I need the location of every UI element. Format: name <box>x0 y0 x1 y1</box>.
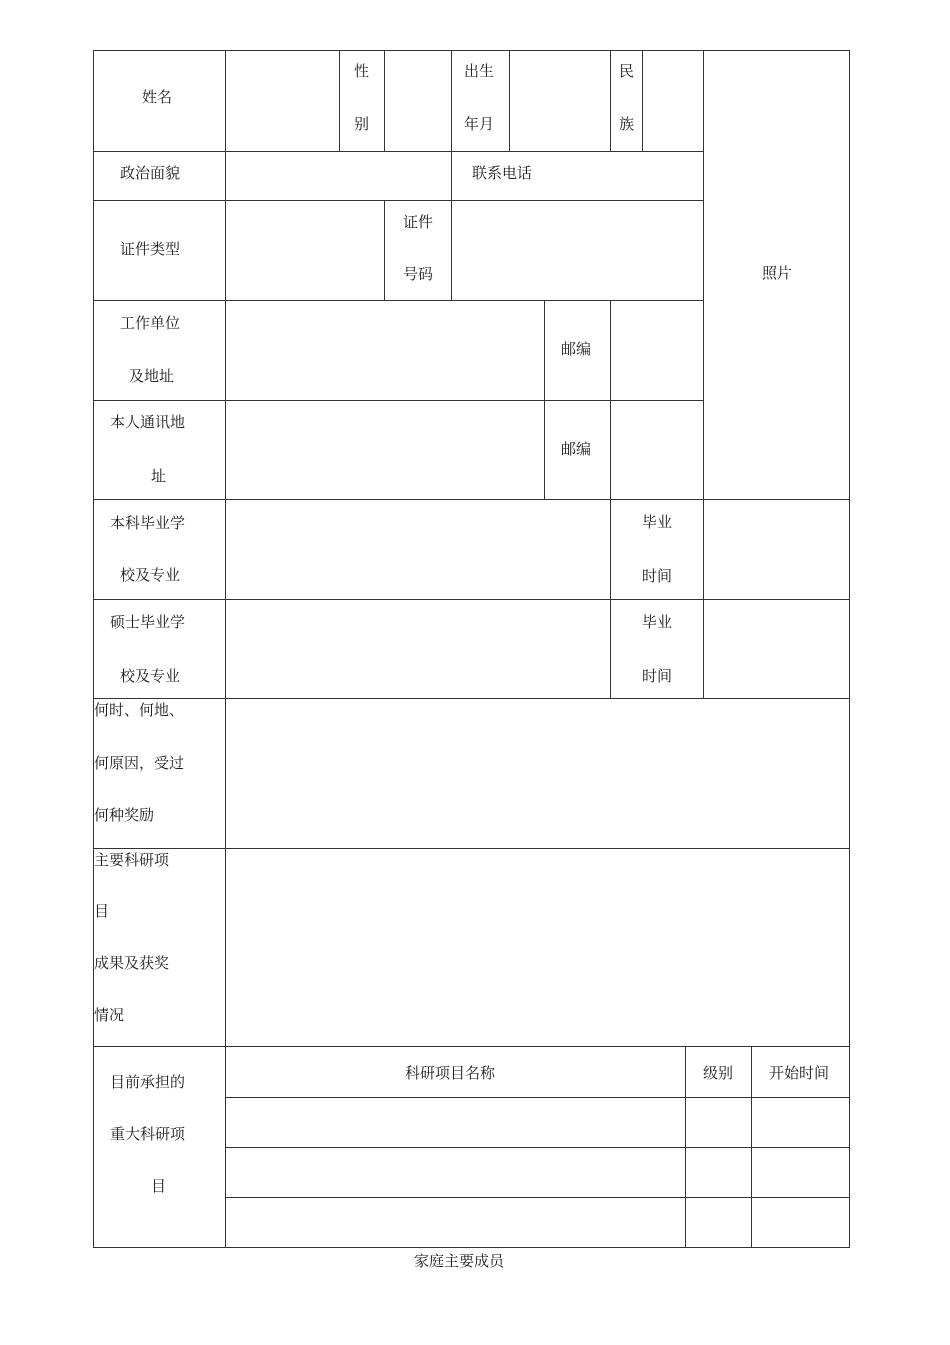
mailing-address-label-line1: 本人通讯地 <box>110 413 186 431</box>
work-postcode-label: 邮编 <box>561 340 592 358</box>
ethnicity-field[interactable] <box>643 51 703 151</box>
research-label-line1: 主要科研项 <box>94 851 170 869</box>
mailing-address-field[interactable] <box>226 401 544 499</box>
current-projects-label-line2: 重大科研项 <box>110 1125 186 1143</box>
bachelor-grad-time-label-line1: 毕业 <box>642 513 673 531</box>
id-type-field[interactable] <box>226 201 384 300</box>
research-label-line4: 情况 <box>94 1006 125 1024</box>
awards-label-line3: 何种奖励 <box>94 806 155 824</box>
work-unit-label-line2: 及地址 <box>129 367 175 385</box>
project-level-header: 级别 <box>703 1064 734 1082</box>
name-field[interactable] <box>226 51 339 151</box>
project-name-header: 科研项目名称 <box>405 1064 496 1082</box>
col-line <box>544 300 545 499</box>
work-postcode-field[interactable] <box>611 301 703 400</box>
research-achievements-field[interactable] <box>226 849 849 1046</box>
project-row-3-start[interactable] <box>752 1198 849 1247</box>
col-line <box>610 50 611 151</box>
col-line <box>610 499 611 698</box>
project-row-1-name[interactable] <box>226 1098 685 1147</box>
research-label-line3: 成果及获奖 <box>94 954 170 972</box>
current-projects-label-line3: 目 <box>151 1177 167 1195</box>
project-row-3-name[interactable] <box>226 1198 685 1247</box>
project-row-2-start[interactable] <box>752 1148 849 1197</box>
id-type-label: 证件类型 <box>120 240 181 258</box>
bachelor-school-major-field[interactable] <box>226 500 610 599</box>
mailing-postcode-field[interactable] <box>611 401 703 499</box>
ethnicity-label-line1: 民 <box>619 62 635 80</box>
master-grad-time-label-line2: 时间 <box>642 667 673 685</box>
master-grad-time-label-line1: 毕业 <box>642 613 673 631</box>
work-unit-label-line1: 工作单位 <box>120 314 181 332</box>
id-number-label-line2: 号码 <box>403 265 434 283</box>
master-school-major-field[interactable] <box>226 600 610 698</box>
col-line <box>451 50 452 151</box>
border-bottom <box>93 1247 850 1248</box>
project-row-3-level[interactable] <box>686 1198 751 1247</box>
id-number-label-line1: 证件 <box>403 213 434 231</box>
mailing-postcode-label: 邮编 <box>561 440 592 458</box>
current-projects-label-line1: 目前承担的 <box>110 1073 186 1091</box>
master-grad-time-field[interactable] <box>704 600 849 698</box>
gender-label-line1: 性 <box>354 62 370 80</box>
name-label: 姓名 <box>142 88 173 106</box>
master-label-line2: 校及专业 <box>120 667 181 685</box>
project-row-1-start[interactable] <box>752 1098 849 1147</box>
id-number-field[interactable] <box>452 201 703 300</box>
awards-label-line1: 何时、何地、 <box>94 701 185 719</box>
mailing-address-label-line2: 址 <box>151 467 167 485</box>
birth-label-line1: 出生 <box>464 62 495 80</box>
awards-label-line2: 何原因，受过 <box>94 754 185 772</box>
border-right <box>849 50 850 1248</box>
row-line <box>93 1046 850 1047</box>
awards-field[interactable] <box>226 699 849 848</box>
col-line <box>451 151 452 200</box>
project-start-header: 开始时间 <box>769 1064 830 1082</box>
project-row-2-level[interactable] <box>686 1148 751 1197</box>
master-label-line1: 硕士毕业学 <box>110 613 186 631</box>
phone-label: 联系电话 <box>472 164 533 182</box>
gender-field[interactable] <box>385 51 451 151</box>
bachelor-label-line1: 本科毕业学 <box>110 514 186 532</box>
col-line <box>384 200 385 300</box>
research-label-line2: 目 <box>94 902 110 920</box>
ethnicity-label-line2: 族 <box>619 115 635 133</box>
bachelor-grad-time-label-line2: 时间 <box>642 567 673 585</box>
political-status-field[interactable] <box>226 152 451 200</box>
birth-label-line2: 年月 <box>464 115 495 133</box>
bachelor-label-line2: 校及专业 <box>120 566 181 584</box>
bachelor-grad-time-field[interactable] <box>704 500 849 599</box>
border-left <box>93 50 94 1248</box>
phone-field[interactable] <box>545 152 703 200</box>
birth-date-field[interactable] <box>510 51 610 151</box>
work-unit-address-field[interactable] <box>226 301 544 400</box>
project-row-1-level[interactable] <box>686 1098 751 1147</box>
photo-label: 照片 <box>762 264 793 282</box>
family-members-title: 家庭主要成员 <box>414 1252 505 1270</box>
project-row-2-name[interactable] <box>226 1148 685 1197</box>
col-line <box>339 50 340 151</box>
political-status-label: 政治面貌 <box>120 164 181 182</box>
gender-label-line2: 别 <box>354 115 370 133</box>
